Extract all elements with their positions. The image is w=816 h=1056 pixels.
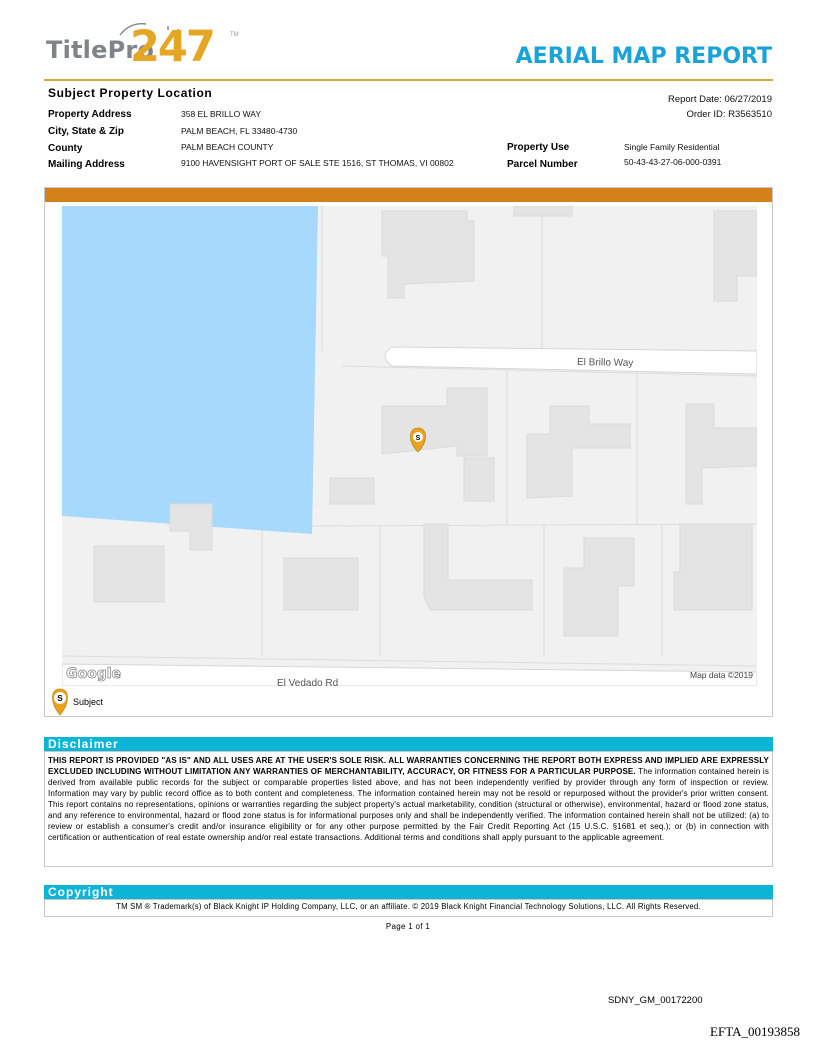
parcel-number-label: Parcel Number	[507, 159, 578, 170]
efta-id: EFTA_00193858	[710, 1024, 800, 1039]
aerial-map[interactable]	[62, 206, 757, 686]
subject-marker-letter: S	[415, 435, 421, 442]
map-canvas	[62, 206, 757, 686]
report-date: Report Date: 06/27/2019	[667, 94, 772, 105]
city-state-zip-value: PALM BEACH, FL 33480-4730	[181, 126, 298, 136]
map-header-bar	[45, 188, 772, 202]
subject-heading: Subject Property Location	[48, 86, 213, 100]
disclaimer-text	[45, 752, 772, 846]
disclaimer-body-text: The information contained herein is derived from available public records for the subject or comparable properties listed above, and has not been independently verified by provider through any form of inspection or review. Information may vary by public record office as to both content and completeness. The information contained herein may not be resold or repurposed without the provider's prior written consent. This report contains no representations, opinions or warranties regarding the subject property's actual marketability, condition (structural or otherwise), environmental, hazard or flood zone status, and any reference to environmental, hazard or flood zone status is for informational purposes only and shall be independently verified. The information contained herein shall not be utilized: (a) to review or establish a consumer's credit and/or insurance eligibility or for any other purpose permitted by the Fair Credit Reporting Act (15 U.S.C. §1681 et seq.); or (b) in connection with certification or authentication of real estate ownership and/or real estate transactions. Additional terms and conditions shall apply pursuant to the applicable agreement.	[48, 767, 769, 842]
logo-number-text: 247	[130, 22, 214, 72]
logo-trademark: TM	[230, 32, 239, 38]
map-panel	[44, 187, 773, 717]
parcel-number-value: 50-43-43-27-06-000-0391	[624, 157, 722, 167]
header-divider	[44, 79, 773, 81]
copyright-title: Copyright	[44, 885, 773, 899]
order-id: Order ID: R3563510	[686, 109, 772, 120]
mailing-address-value: 9100 HAVENSIGHT PORT OF SALE STE 1516, ST THOMAS, VI 00802	[181, 158, 454, 168]
street-label-el-brillo-way: El Brillo Way	[576, 357, 634, 369]
disclaimer-box	[44, 751, 773, 867]
subject-legend-letter: S	[57, 694, 63, 703]
google-logo: Google	[66, 666, 122, 682]
property-address-label: Property Address	[48, 109, 132, 120]
page-number: Page 1 of 1	[385, 922, 431, 931]
titlepro-logo	[46, 20, 246, 76]
property-use-label: Property Use	[507, 142, 570, 153]
county-label: County	[48, 143, 83, 154]
city-state-zip-label: City, State & Zip	[48, 126, 124, 137]
disclaimer-bold-text: THIS REPORT IS PROVIDED "AS IS" AND ALL USES ARE AT THE USER'S SOLE RISK. ALL WARRANTIES CONCERNING THE REPORT BOTH EXPRESS AND IMPLIED ARE EXPRESSLY EXCLUDED INCLUDING WITHOUT LIMITATION ANY WARRANTIES OF MERCHANTABILITY, ACCURACY, OR FITNESS FOR A PARTICULAR PURPOSE.	[48, 756, 769, 776]
copyright-box	[44, 899, 773, 917]
mailing-address-label: Mailing Address	[48, 159, 125, 170]
report-title: AERIAL MAP REPORT	[515, 44, 772, 69]
subject-legend-label: Subject	[73, 697, 104, 707]
copyright-text: TM SM ® Trademark(s) of Black Knight IP Holding Company, LLC, or an affiliate. © 2019 Black Knight Financial Technology Solutions, LLC. All Rights Reserved.	[116, 902, 701, 911]
map-attribution: Map data ©2019	[690, 670, 753, 680]
document-id: SDNY_GM_00172200	[608, 995, 703, 1006]
subject-legend-marker-icon	[48, 688, 72, 716]
county-value: PALM BEACH COUNTY	[181, 142, 274, 152]
property-address-value: 358 EL BRILLO WAY	[181, 109, 261, 119]
water-area	[62, 206, 318, 534]
logo-brand-text: TitlePro	[46, 36, 155, 64]
disclaimer-title: Disclaimer	[44, 737, 773, 751]
street-label-el-vedado-rd: El Vedado Rd	[277, 678, 339, 686]
property-use-value: Single Family Residential	[624, 142, 720, 152]
